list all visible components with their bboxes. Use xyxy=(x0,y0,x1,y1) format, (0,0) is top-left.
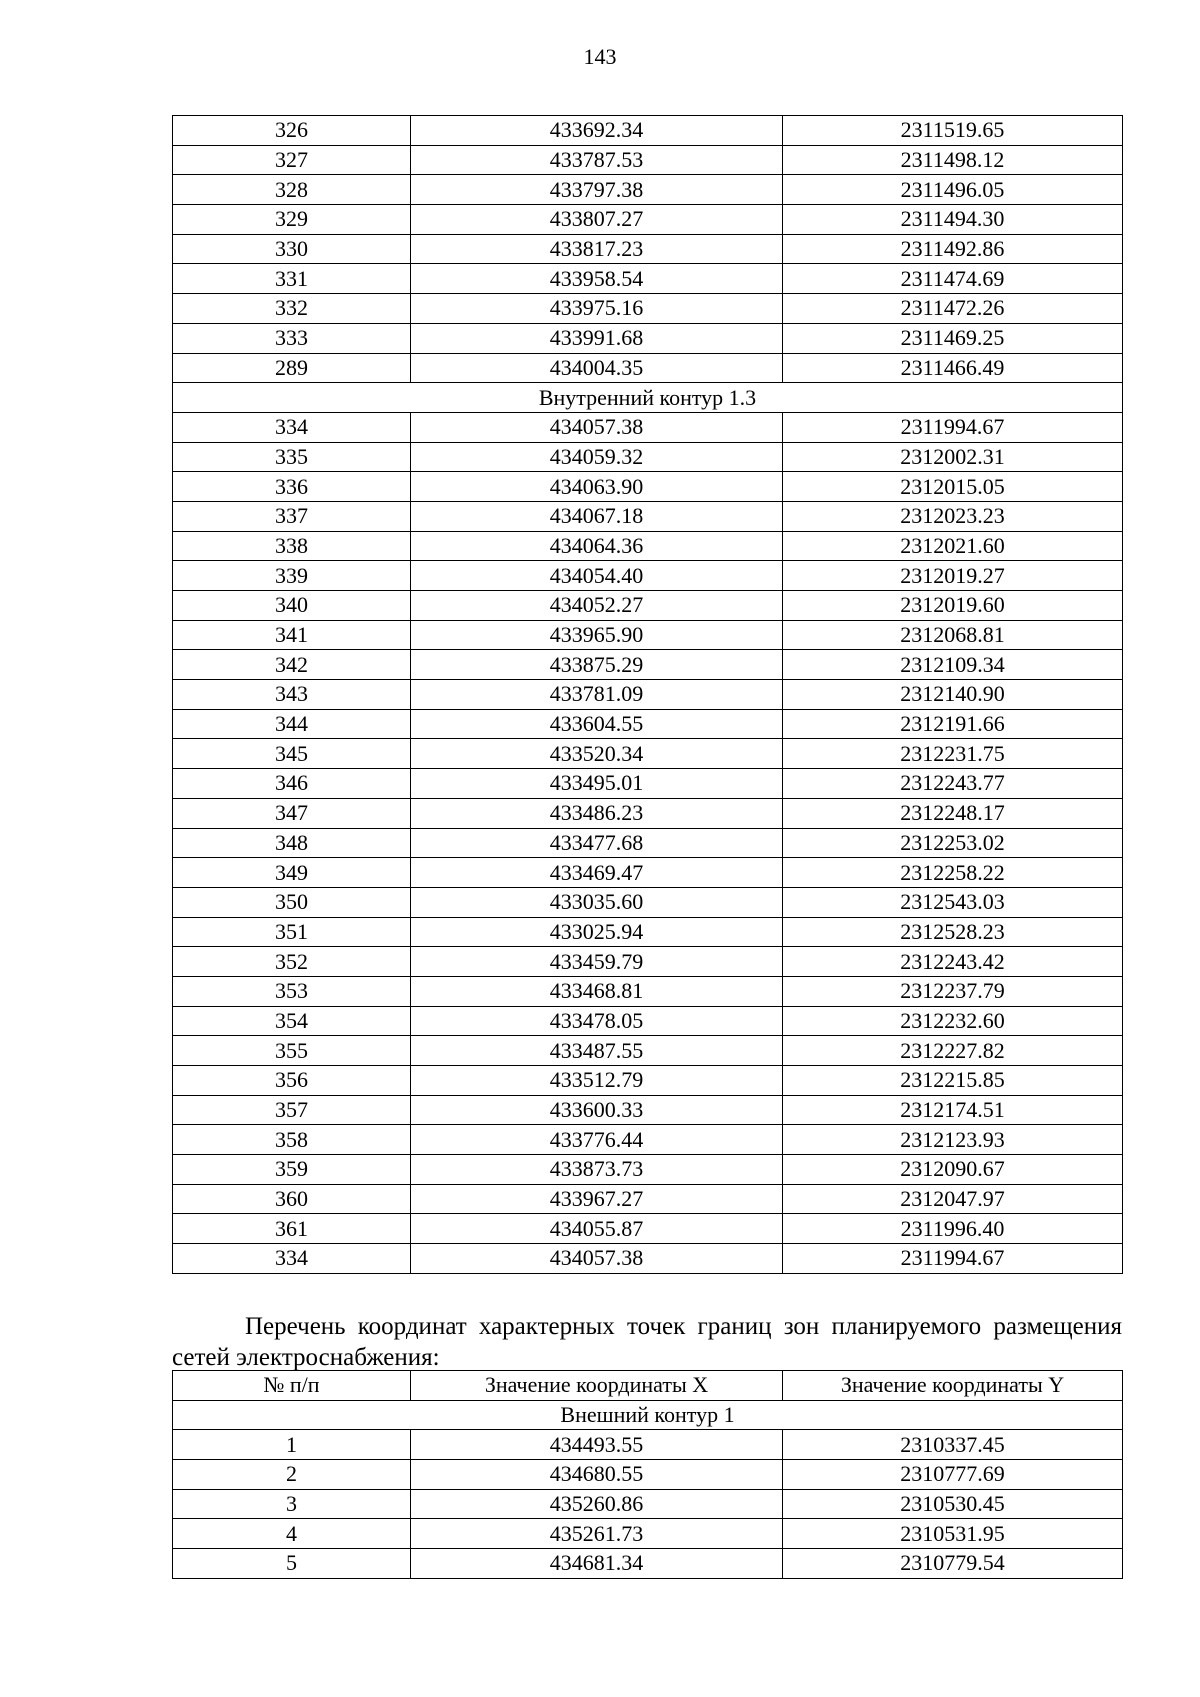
table-row xyxy=(173,234,1123,264)
coordinate-y-cell: 2310337.45 xyxy=(783,1430,1123,1460)
table-row xyxy=(173,858,1123,888)
coordinate-x-cell: 433781.09 xyxy=(411,680,783,710)
table-row xyxy=(173,828,1123,858)
coordinate-y-cell: 2312237.79 xyxy=(783,976,1123,1006)
coordinate-x-cell: 433873.73 xyxy=(411,1155,783,1185)
coordinate-y-cell: 2311996.40 xyxy=(783,1214,1123,1244)
table-row xyxy=(173,1460,1123,1490)
point-number-cell: 350 xyxy=(173,887,411,917)
table-row xyxy=(173,353,1123,383)
table-row xyxy=(173,175,1123,205)
coordinate-x-cell: 434680.55 xyxy=(411,1460,783,1490)
coordinate-y-cell: 2310531.95 xyxy=(783,1519,1123,1549)
point-number-cell: 341 xyxy=(173,620,411,650)
coordinate-y-cell: 2310530.45 xyxy=(783,1489,1123,1519)
coordinates-table-continued xyxy=(172,115,1123,1274)
point-number-cell: 351 xyxy=(173,917,411,947)
table-header-row xyxy=(173,1371,1123,1401)
coordinate-y-cell: 2311498.12 xyxy=(783,145,1123,175)
coordinate-x-cell: 434004.35 xyxy=(411,353,783,383)
point-number-cell: 326 xyxy=(173,116,411,146)
coordinate-x-cell: 434054.40 xyxy=(411,561,783,591)
coordinate-x-cell: 434681.34 xyxy=(411,1549,783,1579)
point-number-cell: 352 xyxy=(173,947,411,977)
point-number-cell: 336 xyxy=(173,472,411,502)
coordinate-y-cell: 2311466.49 xyxy=(783,353,1123,383)
coordinate-x-cell: 434057.38 xyxy=(411,412,783,442)
coordinate-x-cell: 433025.94 xyxy=(411,917,783,947)
point-number-cell: 339 xyxy=(173,561,411,591)
table-row xyxy=(173,323,1123,353)
table-row xyxy=(173,531,1123,561)
point-number-cell: 343 xyxy=(173,680,411,710)
table-row xyxy=(173,709,1123,739)
coordinates-table-body xyxy=(173,1400,1123,1578)
table-row xyxy=(173,1066,1123,1096)
coordinate-y-cell: 2312227.82 xyxy=(783,1036,1123,1066)
point-number-cell: 333 xyxy=(173,323,411,353)
coordinate-y-cell: 2311474.69 xyxy=(783,264,1123,294)
coordinate-x-cell: 433604.55 xyxy=(411,709,783,739)
coordinate-y-cell: 2312231.75 xyxy=(783,739,1123,769)
coordinate-x-cell: 433477.68 xyxy=(411,828,783,858)
point-number-cell: 356 xyxy=(173,1066,411,1096)
coordinate-y-cell: 2312232.60 xyxy=(783,1006,1123,1036)
point-number-cell: 353 xyxy=(173,976,411,1006)
point-number-cell: 289 xyxy=(173,353,411,383)
coordinate-y-cell: 2312023.23 xyxy=(783,501,1123,531)
point-number-cell: 335 xyxy=(173,442,411,472)
point-number-cell: 357 xyxy=(173,1095,411,1125)
coordinate-y-cell: 2312021.60 xyxy=(783,531,1123,561)
coordinate-x-cell: 433975.16 xyxy=(411,294,783,324)
table-row xyxy=(173,1519,1123,1549)
coordinate-x-cell: 433967.27 xyxy=(411,1184,783,1214)
coordinate-y-cell: 2312019.60 xyxy=(783,591,1123,621)
table-row xyxy=(173,412,1123,442)
point-number-cell: 330 xyxy=(173,234,411,264)
point-number-cell: 347 xyxy=(173,798,411,828)
table-row xyxy=(173,145,1123,175)
coordinate-y-cell: 2311472.26 xyxy=(783,294,1123,324)
coordinate-y-cell: 2312248.17 xyxy=(783,798,1123,828)
coordinate-y-cell: 2312243.77 xyxy=(783,769,1123,799)
table-row xyxy=(173,591,1123,621)
coordinate-y-cell: 2312174.51 xyxy=(783,1095,1123,1125)
coordinate-y-cell: 2312019.27 xyxy=(783,561,1123,591)
contour-title-row xyxy=(173,1400,1123,1430)
table-row xyxy=(173,1244,1123,1274)
coordinate-x-cell: 433487.55 xyxy=(411,1036,783,1066)
coordinate-x-cell: 434067.18 xyxy=(411,501,783,531)
coordinate-y-cell: 2311519.65 xyxy=(783,116,1123,146)
table-row xyxy=(173,887,1123,917)
section-intro-text: Перечень координат характерных точек границ зон планируемого размещения сетей электроснабжения: xyxy=(172,1313,1122,1371)
point-number-cell: 329 xyxy=(173,205,411,235)
coordinate-x-cell: 435261.73 xyxy=(411,1519,783,1549)
coordinate-y-cell: 2312068.81 xyxy=(783,620,1123,650)
point-number-cell: 340 xyxy=(173,591,411,621)
table-row xyxy=(173,442,1123,472)
contour-title-row xyxy=(173,383,1123,413)
coordinate-x-cell: 433486.23 xyxy=(411,798,783,828)
header-point-number: № п/п xyxy=(173,1371,411,1401)
coordinate-x-cell: 434052.27 xyxy=(411,591,783,621)
table-row xyxy=(173,1184,1123,1214)
coordinate-y-cell: 2311494.30 xyxy=(783,205,1123,235)
table-row xyxy=(173,620,1123,650)
coordinate-x-cell: 433478.05 xyxy=(411,1006,783,1036)
point-number-cell: 2 xyxy=(173,1460,411,1490)
point-number-cell: 355 xyxy=(173,1036,411,1066)
coordinate-y-cell: 2311492.86 xyxy=(783,234,1123,264)
coordinate-x-cell: 433035.60 xyxy=(411,887,783,917)
point-number-cell: 344 xyxy=(173,709,411,739)
table-row xyxy=(173,680,1123,710)
table-row xyxy=(173,116,1123,146)
coordinate-x-cell: 433692.34 xyxy=(411,116,783,146)
coordinate-y-cell: 2311496.05 xyxy=(783,175,1123,205)
coordinate-x-cell: 434064.36 xyxy=(411,531,783,561)
point-number-cell: 345 xyxy=(173,739,411,769)
table-row xyxy=(173,1549,1123,1579)
point-number-cell: 349 xyxy=(173,858,411,888)
point-number-cell: 359 xyxy=(173,1155,411,1185)
point-number-cell: 334 xyxy=(173,1244,411,1274)
table-row xyxy=(173,294,1123,324)
coordinate-y-cell: 2310779.54 xyxy=(783,1549,1123,1579)
coordinate-x-cell: 434057.38 xyxy=(411,1244,783,1274)
coordinate-y-cell: 2312258.22 xyxy=(783,858,1123,888)
header-coordinate-y: Значение координаты Y xyxy=(783,1371,1123,1401)
table-row xyxy=(173,1036,1123,1066)
point-number-cell: 338 xyxy=(173,531,411,561)
coordinate-x-cell: 433520.34 xyxy=(411,739,783,769)
point-number-cell: 5 xyxy=(173,1549,411,1579)
coordinate-x-cell: 433495.01 xyxy=(411,769,783,799)
coordinate-x-cell: 433512.79 xyxy=(411,1066,783,1096)
coordinate-y-cell: 2312123.93 xyxy=(783,1125,1123,1155)
point-number-cell: 342 xyxy=(173,650,411,680)
coordinate-x-cell: 433459.79 xyxy=(411,947,783,977)
coordinate-x-cell: 433807.27 xyxy=(411,205,783,235)
coordinate-x-cell: 433991.68 xyxy=(411,323,783,353)
coordinate-x-cell: 433958.54 xyxy=(411,264,783,294)
coordinate-y-cell: 2312543.03 xyxy=(783,887,1123,917)
coordinate-x-cell: 433776.44 xyxy=(411,1125,783,1155)
table-row xyxy=(173,1214,1123,1244)
coordinate-x-cell: 435260.86 xyxy=(411,1489,783,1519)
coordinate-y-cell: 2312191.66 xyxy=(783,709,1123,739)
point-number-cell: 334 xyxy=(173,412,411,442)
point-number-cell: 331 xyxy=(173,264,411,294)
point-number-cell: 1 xyxy=(173,1430,411,1460)
coordinate-y-cell: 2312243.42 xyxy=(783,947,1123,977)
table-row xyxy=(173,1125,1123,1155)
coordinate-x-cell: 434059.32 xyxy=(411,442,783,472)
point-number-cell: 328 xyxy=(173,175,411,205)
coordinate-y-cell: 2312047.97 xyxy=(783,1184,1123,1214)
coordinate-x-cell: 433817.23 xyxy=(411,234,783,264)
header-coordinate-x: Значение координаты X xyxy=(411,1371,783,1401)
point-number-cell: 358 xyxy=(173,1125,411,1155)
table-row xyxy=(173,976,1123,1006)
table-row xyxy=(173,1430,1123,1460)
point-number-cell: 348 xyxy=(173,828,411,858)
coordinate-y-cell: 2312215.85 xyxy=(783,1066,1123,1096)
coordinate-x-cell: 434055.87 xyxy=(411,1214,783,1244)
point-number-cell: 327 xyxy=(173,145,411,175)
coordinates-table-body xyxy=(173,116,1123,1274)
coordinate-x-cell: 433469.47 xyxy=(411,858,783,888)
page-number: 143 xyxy=(583,44,617,69)
table-row xyxy=(173,1095,1123,1125)
coordinate-y-cell: 2312109.34 xyxy=(783,650,1123,680)
coordinate-x-cell: 433797.38 xyxy=(411,175,783,205)
coordinate-y-cell: 2312090.67 xyxy=(783,1155,1123,1185)
coordinate-x-cell: 433468.81 xyxy=(411,976,783,1006)
table-row xyxy=(173,1155,1123,1185)
power-network-coordinates-table xyxy=(172,1370,1123,1579)
table-row xyxy=(173,739,1123,769)
table-row xyxy=(173,1489,1123,1519)
coordinate-x-cell: 434493.55 xyxy=(411,1430,783,1460)
table-row xyxy=(173,1006,1123,1036)
coordinate-x-cell: 434063.90 xyxy=(411,472,783,502)
coordinate-x-cell: 433875.29 xyxy=(411,650,783,680)
point-number-cell: 337 xyxy=(173,501,411,531)
point-number-cell: 346 xyxy=(173,769,411,799)
coordinate-y-cell: 2312528.23 xyxy=(783,917,1123,947)
point-number-cell: 332 xyxy=(173,294,411,324)
contour-title: Внешний контур 1 xyxy=(173,1400,1123,1430)
point-number-cell: 354 xyxy=(173,1006,411,1036)
table-row xyxy=(173,472,1123,502)
coordinate-y-cell: 2312002.31 xyxy=(783,442,1123,472)
table-row xyxy=(173,798,1123,828)
point-number-cell: 360 xyxy=(173,1184,411,1214)
contour-title: Внутренний контур 1.3 xyxy=(173,383,1123,413)
table-row xyxy=(173,769,1123,799)
table-row xyxy=(173,947,1123,977)
point-number-cell: 4 xyxy=(173,1519,411,1549)
table-row xyxy=(173,561,1123,591)
point-number-cell: 361 xyxy=(173,1214,411,1244)
coordinate-y-cell: 2312253.02 xyxy=(783,828,1123,858)
table-row xyxy=(173,650,1123,680)
coordinate-y-cell: 2310777.69 xyxy=(783,1460,1123,1490)
coordinate-y-cell: 2312140.90 xyxy=(783,680,1123,710)
coordinate-y-cell: 2311469.25 xyxy=(783,323,1123,353)
table-row xyxy=(173,264,1123,294)
table-row xyxy=(173,205,1123,235)
table-row xyxy=(173,501,1123,531)
point-number-cell: 3 xyxy=(173,1489,411,1519)
coordinate-x-cell: 433787.53 xyxy=(411,145,783,175)
coordinate-y-cell: 2312015.05 xyxy=(783,472,1123,502)
table-row xyxy=(173,917,1123,947)
coordinate-x-cell: 433600.33 xyxy=(411,1095,783,1125)
coordinate-y-cell: 2311994.67 xyxy=(783,412,1123,442)
coordinate-x-cell: 433965.90 xyxy=(411,620,783,650)
coordinate-y-cell: 2311994.67 xyxy=(783,1244,1123,1274)
